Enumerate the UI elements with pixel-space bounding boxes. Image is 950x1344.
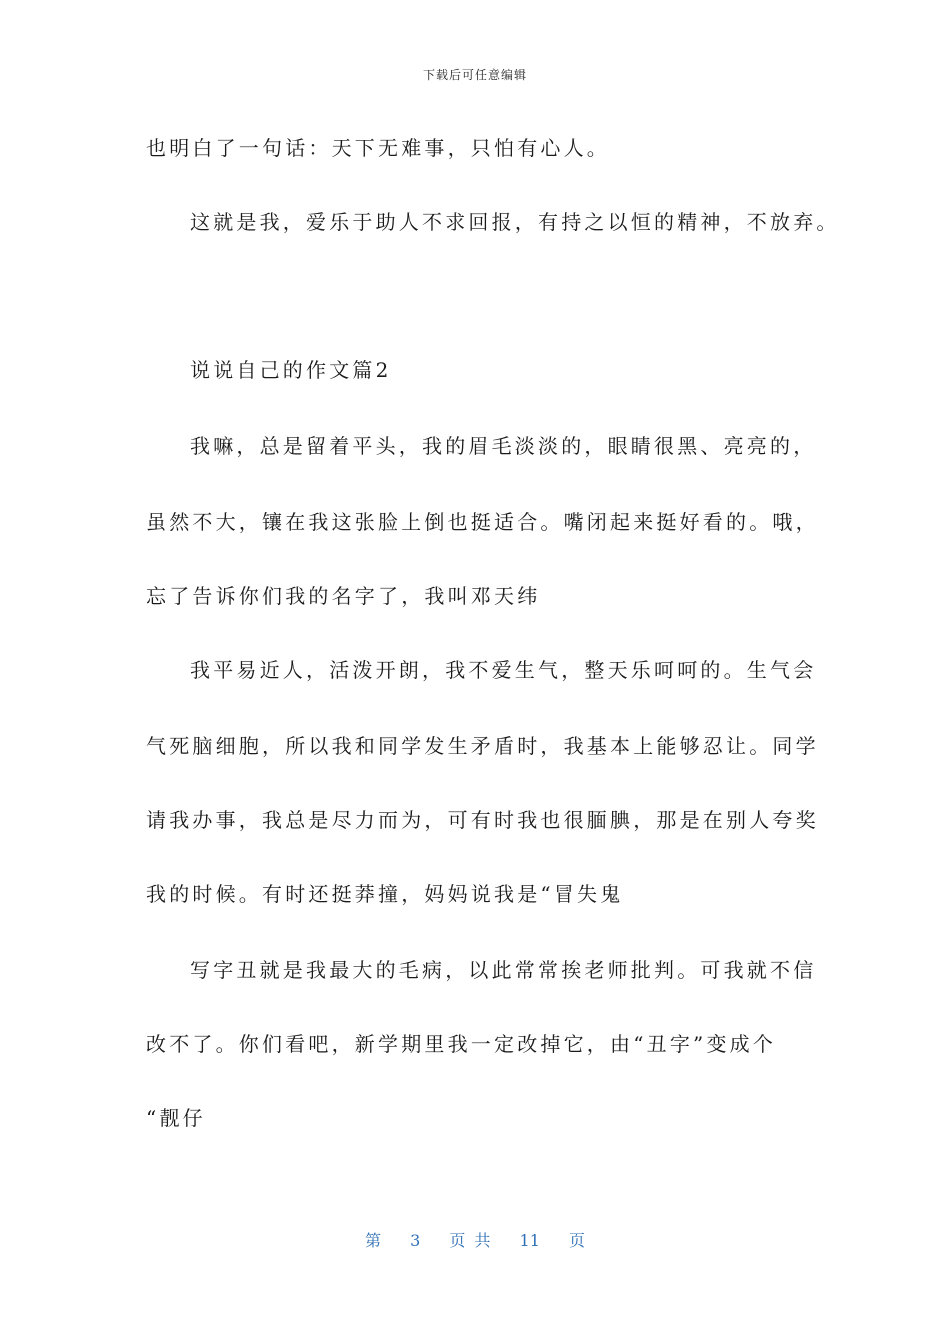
paragraph-line: 我嘛，总是留着平头，我的眉毛淡淡的，眼睛很黑、亮亮的， xyxy=(190,434,817,458)
page-prefix: 第 xyxy=(364,1231,381,1250)
paragraph-line: 虽然不大，镶在我这张脸上倒也挺适合。嘴闭起来挺好看的。哦， xyxy=(146,510,819,534)
paragraph-line: 我平易近人，活泼开朗，我不爱生气，整天乐呵呵的。生气会 xyxy=(190,658,817,682)
paragraph-line: “靓仔 xyxy=(146,1106,206,1130)
page-middle: 页 共 xyxy=(449,1231,491,1250)
total-pages-number: 11 xyxy=(519,1231,540,1250)
paragraph-line: 也明白了一句话：天下无难事，只怕有心人。 xyxy=(146,136,610,160)
paragraph-line: 忘了告诉你们我的名字了，我叫邓天纬 xyxy=(146,584,541,608)
page-suffix: 页 xyxy=(569,1231,586,1250)
paragraph-line: 我的时候。有时还挺莽撞，妈妈说我是“冒失鬼 xyxy=(146,882,624,906)
paragraph-line: 改不了。你们看吧，新学期里我一定改掉它，由“丑字”变成个 xyxy=(146,1032,777,1056)
header-note: 下载后可任意编辑 xyxy=(422,68,527,82)
section-heading: 说说自己的作文篇2 xyxy=(190,358,392,382)
paragraph-line: 请我办事，我总是尽力而为，可有时我也很腼腆，那是在别人夸奖 xyxy=(146,808,819,832)
paragraph-line: 气死脑细胞，所以我和同学发生矛盾时，我基本上能够忍让。同学 xyxy=(146,734,819,758)
paragraph-line: 这就是我，爱乐于助人不求回报，有持之以恒的精神，不放弃。 xyxy=(190,210,840,234)
page-footer xyxy=(0,1228,950,1251)
current-page-number: 3 xyxy=(410,1231,421,1250)
paragraph-line: 写字丑就是我最大的毛病，以此常常挨老师批判。可我就不信 xyxy=(190,958,817,982)
